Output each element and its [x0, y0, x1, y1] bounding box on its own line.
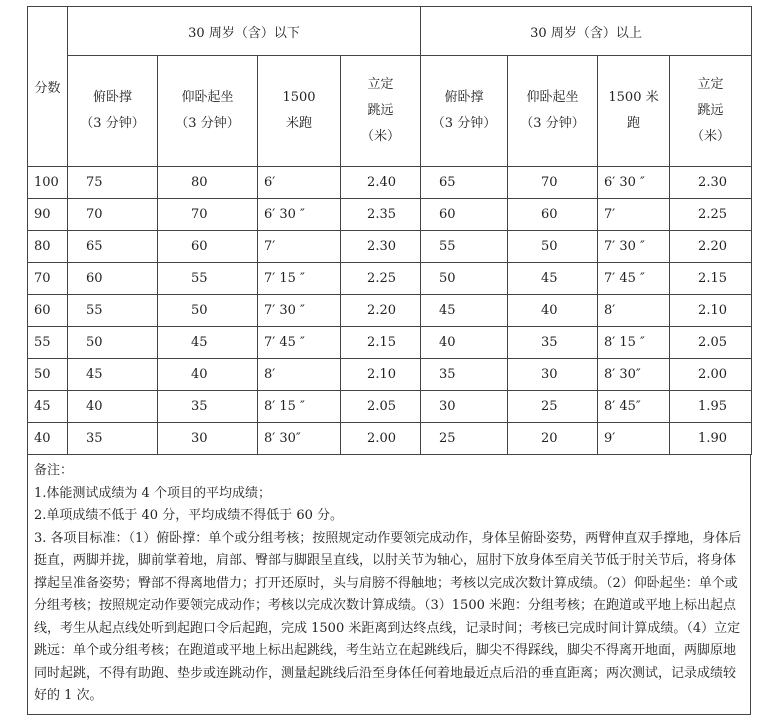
cell-pushup-over: 30 [421, 391, 508, 423]
cell-standing-jump-over: 2.05 [670, 327, 752, 359]
cell-run-1500m: 7′ 15 ″ [258, 263, 341, 295]
cell-run-1500m-over: 8′ 45″ [598, 391, 670, 423]
table-row [28, 327, 752, 359]
cell-standing-jump-over: 2.15 [670, 263, 752, 295]
table-row [28, 423, 752, 455]
cell-pushup-over: 45 [421, 295, 508, 327]
cell-run-1500m-over: 9′ [598, 423, 670, 455]
cell-standing-jump-over: 2.25 [670, 199, 752, 231]
group-header-under-30: 30 周岁（含）以下 [68, 7, 421, 56]
cell-pushup: 55 [68, 295, 158, 327]
cell-pushup: 40 [68, 391, 158, 423]
cell-pushup-over: 35 [421, 359, 508, 391]
cell-score: 90 [28, 199, 68, 231]
cell-pushup: 70 [68, 199, 158, 231]
cell-run-1500m: 6′ [258, 167, 341, 199]
cell-score: 70 [28, 263, 68, 295]
cell-situp-over: 70 [508, 167, 598, 199]
cell-situp-over: 50 [508, 231, 598, 263]
cell-situp: 50 [158, 295, 258, 327]
col-header-situp-over: 仰卧起坐 （3 分钟） [508, 56, 598, 167]
cell-situp-over: 30 [508, 359, 598, 391]
cell-standing-jump: 2.40 [341, 167, 421, 199]
cell-score: 60 [28, 295, 68, 327]
col-header-pushup: 俯卧撑 （3 分钟） [68, 56, 158, 167]
cell-pushup: 35 [68, 423, 158, 455]
cell-pushup-over: 55 [421, 231, 508, 263]
cell-situp: 60 [158, 231, 258, 263]
col-header-standing-jump-over: 立定 跳远 （米） [670, 56, 752, 167]
cell-situp-over: 35 [508, 327, 598, 359]
cell-standing-jump: 2.25 [341, 263, 421, 295]
cell-run-1500m: 8′ [258, 359, 341, 391]
table-row [28, 359, 752, 391]
cell-pushup: 75 [68, 167, 158, 199]
document-page [27, 6, 751, 715]
cell-run-1500m-over: 7′ 45 ″ [598, 263, 670, 295]
notes-title: 备注： [34, 463, 74, 478]
cell-pushup-over: 40 [421, 327, 508, 359]
table-row [28, 199, 752, 231]
header-group-row [28, 7, 752, 56]
col-header-pushup-over: 俯卧撑 （3 分钟） [421, 56, 508, 167]
cell-run-1500m: 8′ 30″ [258, 423, 341, 455]
cell-pushup-over: 50 [421, 263, 508, 295]
cell-situp: 35 [158, 391, 258, 423]
cell-run-1500m-over: 7′ 30 ″ [598, 231, 670, 263]
cell-run-1500m: 7′ [258, 231, 341, 263]
cell-pushup-over: 65 [421, 167, 508, 199]
group-header-over-30: 30 周岁（含）以上 [421, 7, 752, 56]
cell-score: 80 [28, 231, 68, 263]
table-row [28, 263, 752, 295]
cell-run-1500m-over: 7′ [598, 199, 670, 231]
table-row [28, 295, 752, 327]
cell-run-1500m: 8′ 15 ″ [258, 391, 341, 423]
cell-standing-jump: 2.15 [341, 327, 421, 359]
notes-section [27, 455, 751, 715]
cell-standing-jump: 2.20 [341, 295, 421, 327]
cell-standing-jump: 2.00 [341, 423, 421, 455]
table-row [28, 167, 752, 199]
cell-situp-over: 20 [508, 423, 598, 455]
cell-standing-jump-over: 2.10 [670, 295, 752, 327]
score-rows [28, 167, 752, 455]
cell-score: 45 [28, 391, 68, 423]
cell-situp: 45 [158, 327, 258, 359]
cell-score: 55 [28, 327, 68, 359]
cell-pushup: 45 [68, 359, 158, 391]
col-header-situp: 仰卧起坐 （3 分钟） [158, 56, 258, 167]
col-header-standing-jump: 立定 跳远 （米） [341, 56, 421, 167]
score-header: 分数 [28, 7, 68, 167]
cell-standing-jump-over: 2.00 [670, 359, 752, 391]
cell-standing-jump-over: 1.90 [670, 423, 752, 455]
cell-situp-over: 45 [508, 263, 598, 295]
cell-score: 50 [28, 359, 68, 391]
cell-standing-jump: 2.05 [341, 391, 421, 423]
notes-item-3: 3. 各项目标准：（1）俯卧撑：单个或分组考核；按照规定动作要领完成动作，身体呈俯卧姿势，两臂伸直双手撑地，身体后挺直，两脚并拢，脚前掌着地，肩部、臀部与脚跟呈直线，以肘关节为轴心，屈肘下放身体至肩关节低于肘关节后，将身体撑起呈准备姿势；臀部不得离地借力；打开还原时，头与肩膀不得触地；考核以完成次数计算成绩。（2）仰卧起坐：单个或分组考核；按照规定动作要领完成动作；考核以完成次数计算成绩。（3）1500 米跑：分组考核；在跑道或平地上标出起点线，考生从起点线处听到起跑口令后起跑，完成 1500 米距离到达终点线，记录时间；考核已完成时间计算成绩。（4）立定跳远：单个或分组考核；在跑道或平地上标出起跳线，考生站立在起跳线后，脚尖不得踩线，脚尖不得离开地面，两脚原地同时起跳，不得有助跑、垫步或连跳动作，测量起跳线后沿至身体任何着地最近点后沿的垂直距离；两次测试，记录成绩较好的 1 次。 [34, 530, 742, 703]
col-header-1500m-run-over: 1500 米 跑 [598, 56, 670, 167]
cell-situp-over: 25 [508, 391, 598, 423]
cell-score: 40 [28, 423, 68, 455]
cell-pushup: 50 [68, 327, 158, 359]
cell-standing-jump-over: 2.30 [670, 167, 752, 199]
cell-standing-jump-over: 2.20 [670, 231, 752, 263]
cell-situp-over: 60 [508, 199, 598, 231]
fitness-score-table [27, 6, 752, 455]
notes-item-2: 2.单项成绩不低于 40 分，平均成绩不得低于 60 分。 [34, 508, 344, 523]
cell-run-1500m-over: 8′ 30″ [598, 359, 670, 391]
col-header-1500m-run: 1500 米跑 [258, 56, 341, 167]
notes-item-1: 1.体能测试成绩为 4 个项目的平均成绩； [34, 485, 271, 501]
cell-situp: 55 [158, 263, 258, 295]
cell-run-1500m: 7′ 30 ″ [258, 295, 341, 327]
cell-pushup: 65 [68, 231, 158, 263]
cell-pushup-over: 60 [421, 199, 508, 231]
cell-run-1500m-over: 8′ 15 ″ [598, 327, 670, 359]
cell-pushup: 60 [68, 263, 158, 295]
cell-run-1500m-over: 8′ [598, 295, 670, 327]
cell-run-1500m: 7′ 45 ″ [258, 327, 341, 359]
cell-situp: 40 [158, 359, 258, 391]
cell-situp-over: 40 [508, 295, 598, 327]
cell-standing-jump: 2.10 [341, 359, 421, 391]
cell-situp: 80 [158, 167, 258, 199]
table-row [28, 231, 752, 263]
cell-run-1500m: 6′ 30 ″ [258, 199, 341, 231]
cell-standing-jump: 2.35 [341, 199, 421, 231]
cell-standing-jump-over: 1.95 [670, 391, 752, 423]
cell-standing-jump: 2.30 [341, 231, 421, 263]
cell-situp: 70 [158, 199, 258, 231]
cell-situp: 30 [158, 423, 258, 455]
table-row [28, 391, 752, 423]
cell-pushup-over: 25 [421, 423, 508, 455]
cell-run-1500m-over: 6′ 30 ″ [598, 167, 670, 199]
header-subcolumn-row [28, 56, 752, 167]
cell-score: 100 [28, 167, 68, 199]
